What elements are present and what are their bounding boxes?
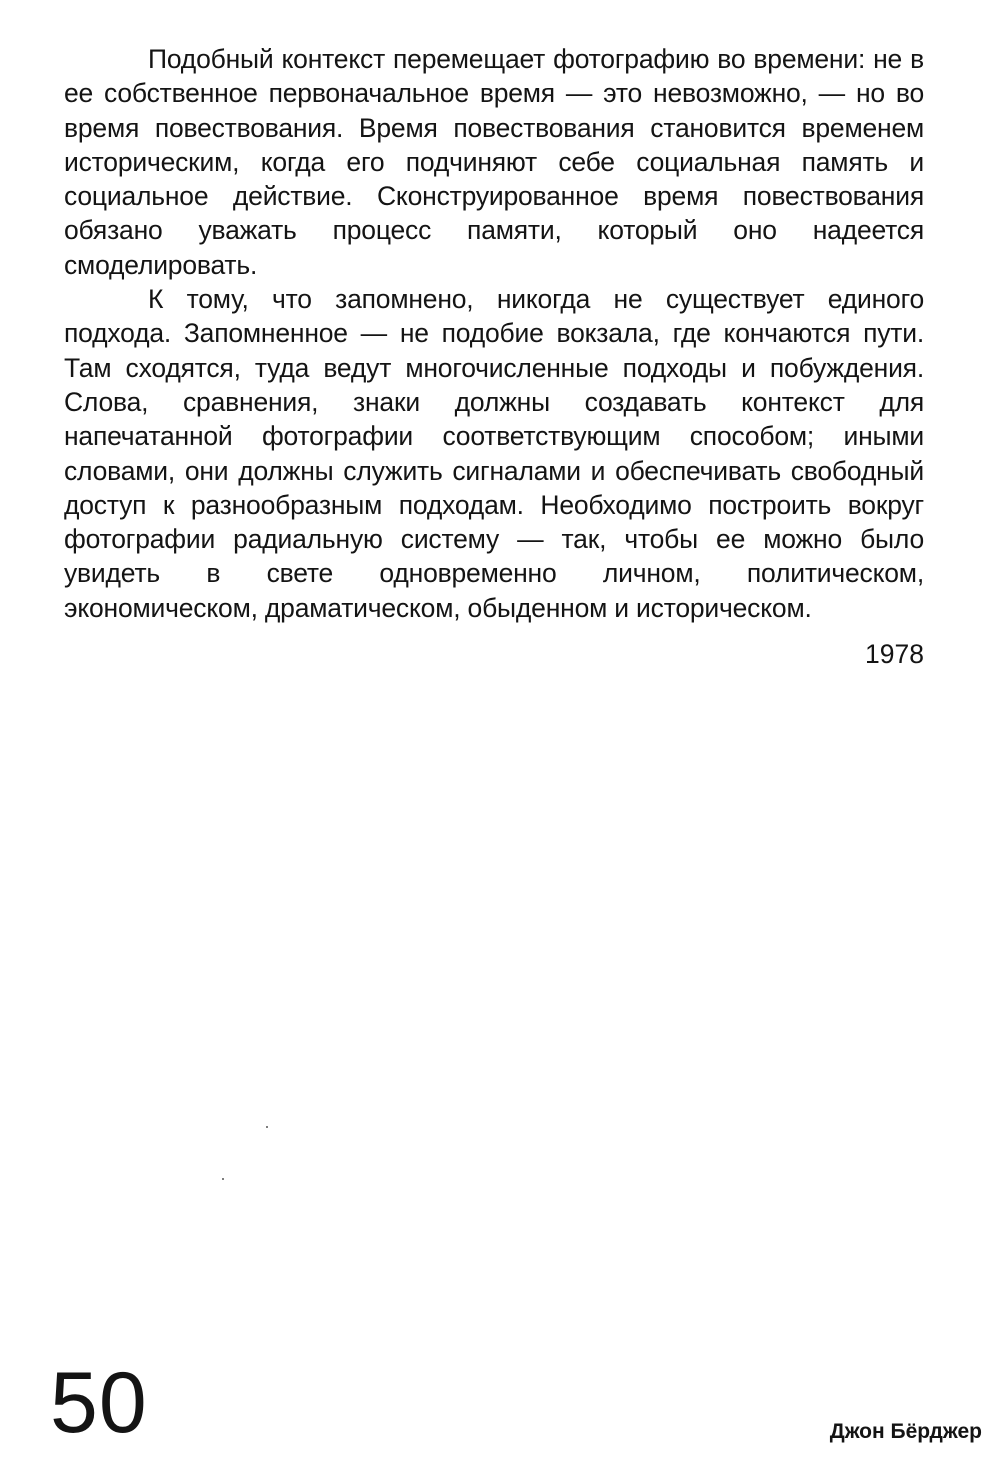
print-speck [222,1178,224,1180]
paragraph-2: К тому, что запомнено, никогда не существует единого подхода. Запомненное — не подобие вокзала, где кончаются пути. Там сходятся, туда ведут многочисленные подходы и побуждения. Слова, сравнения, знаки должны создавать контекст для напечатанной фотографии соответствующим способом; иными словами, они должны служить сигналами и обеспечивать свободный доступ к разнообразным подходам. Необходимо построить вокруг фотографии радиальную систему — так, чтобы ее можно было увидеть в свете одновременно личном, политическом, экономическом, драматическом, обыденном и историческом. [64,284,924,623]
print-speck [266,1126,268,1128]
paragraph-1: Подобный контекст перемещает фотографию во времени: не в ее собственное первоначальное время — это невозможно, — но во время повествования. Время повествования становится временем историческим, когда его подчиняют себе социальная память и социальное действие. Сконструированное время повествования обязано уважать процесс памяти, который оно надеется смоделировать. [64,44,924,280]
page-number: 50 [50,1355,148,1451]
running-footer-author: Джон Бёрджер [829,1420,982,1443]
essay-year: 1978 [865,639,924,670]
body-text [64,42,924,671]
